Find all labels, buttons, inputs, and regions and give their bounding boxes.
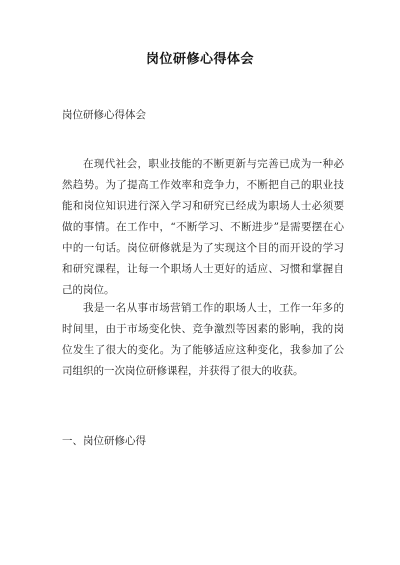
paragraph-2: 我是一名从事市场营销工作的职场人士，工作一年多的时间里，由于市场变化快、竞争激烈等因素的影响，我的岗位发生了很大的变化。为了能够适应这种变化，我参加了公司组织的一次岗位研修课程，并获得了很大的收获。 bbox=[62, 302, 344, 377]
section-heading: 一、岗位研修心得 bbox=[62, 435, 146, 447]
paragraph-1: 在现代社会，职业技能的不断更新与完善已成为一种必然趋势。为了提高工作效率和竞争力，不断把自己的职业技能和岗位知识进行深入学习和研究已经成为职场人士必须要做的事情。在工作中，“不断学习、不断进步”是需要摆在心中的一句话。岗位研修就是为了实现这个目的而开设的学习和研究课程，让每一个职场人士更好的适应、习惯和掌握自己的岗位。 bbox=[62, 158, 344, 296]
document-subtitle: 岗位研修心得体会 bbox=[62, 109, 146, 121]
document-title: 岗位研修心得体会 bbox=[145, 52, 254, 67]
